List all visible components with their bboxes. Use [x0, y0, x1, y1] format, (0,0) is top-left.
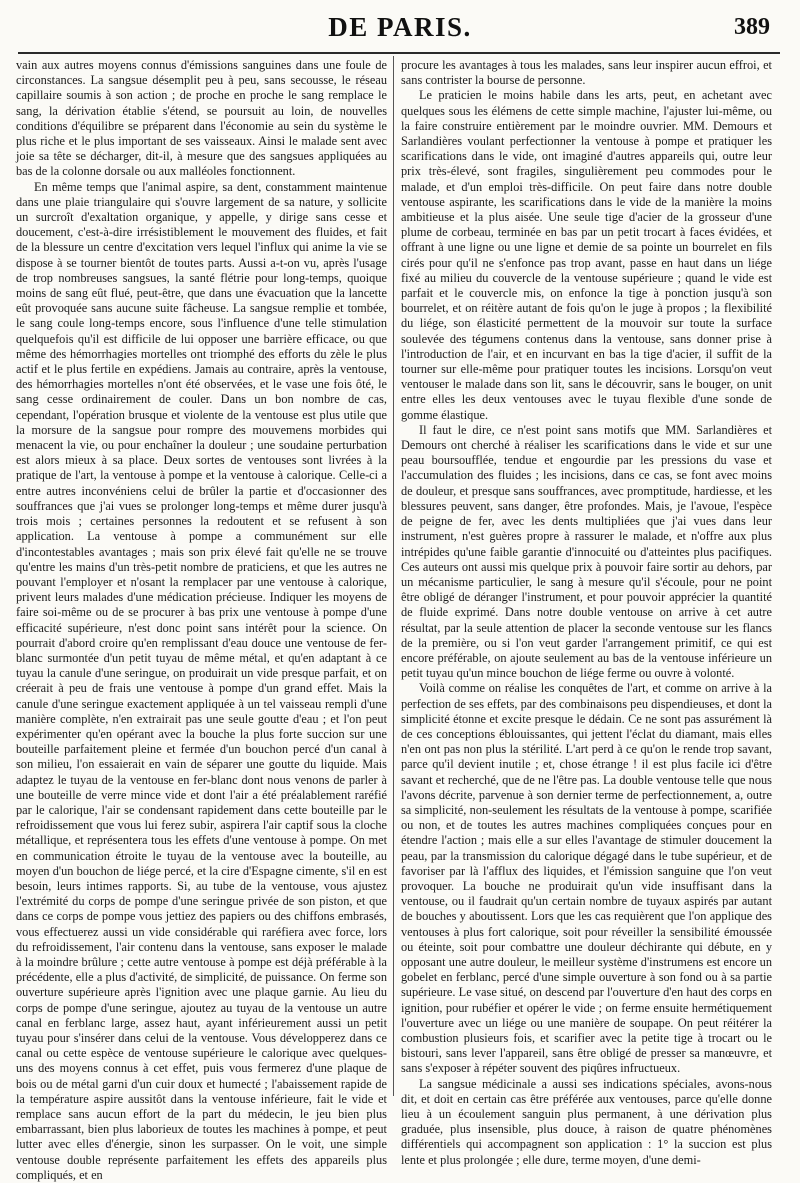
left-column	[16, 58, 387, 1182]
paragraph: procure les avantages à tous les malades, sans leur inspirer aucun effroi, et sans contrister la bourse de personne.	[401, 58, 772, 88]
page-header	[0, 0, 800, 52]
running-title: DE PARIS.	[328, 12, 472, 42]
paragraph: Le praticien le moins habile dans les arts, peut, en achetant avec quelques sous les élémens de cette simple machine, l'ajuster lui-même, ou la faire construire entièrement par le moindre ouvrier. MM. Demours et Sarlandières voulant perfectionner la ventouse à pompe et pratiquer les scarifications dans le vide, ont imaginé d'autres appareils qui, outre leur prix très-élevé, sont fragiles, singulièrement peu commodes pour le malade, et d'un emploi très-difficile. On peut faire dans notre double ventouse aspirante, les scarifications dans le vide de la manière la moins ambitieuse et la plus aisée. Une seule tige d'acier de la grosseur d'une plume de corbeau, terminée en bas par un petit trocart à faces évidées, et offrant à une ligne ou une ligne et demie de sa pointe un bourrelet en fils cirés pour qu'il ne s'enfonce pas trop avant, passe en haut dans un liége fixé au milieu du couvercle de la ventouse supérieure ; quand le vide est parfait et le couvercle mis, on enfonce la tige à ponction jusqu'à son bourrelet, et on réitère autant de fois qu'on le juge à propos ; la flexibilité du liége, son élasticité permettent de la mouvoir sur toute la surface soulevée des tégumens contenus dans la ventouse, sans donner prise à l'introduction de l'air, et en incurvant en bas la tige d'acier, il suffit de la tourner sur elle-même pour pratiquer toutes les incisions. Lorsqu'on veut ventouser le malade dans son lit, sans le découvrir, sans le bouger, on unit entre elles les deux ventouses avec le tuyau flexible d'une sonde de gomme élastique.	[401, 88, 772, 422]
column-divider	[393, 56, 394, 1096]
right-column	[401, 58, 772, 1167]
paragraph: En même temps que l'animal aspire, sa dent, constamment maintenue dans une plaie triangulaire qui s'ouvre largement de sa nature, y sollicite un surcroît d'exaltation organique, y appelle, y dirige sans cesse et doucement, c'est-à-dire irrésistiblement le mouvement des fluides, et fait de la blessure un centre d'excitation vers lequel l'influx qui anime la vie se dispose à se tourner bientôt de toutes parts. Aussi a-t-on vu, après l'usage de trop nombreuses sangsues, la santé flétrie pour long-temps, quoique moins de sang eût flué, peut-être, que dans une évacuation que la lancette eût provoquée sans aucune suite fâcheuse. La sangsue remplie et tombée, le sang coule long-temps encore, sous l'influence d'une telle stimulation quelquefois qu'il est difficile de lui opposer une barrière efficace, ou que même des hémorrhagies mortelles ont triomphé des efforts du zèle le plus actif et le plus fertile en expédiens. Jamais au contraire, après la ventouse, des hémorrhagies mortelles n'ont été observées, et le vase une fois ôté, le sang cesse ordinairement de couler. Dans un bon nombre de cas, cependant, l'opération brusque et violente de la ventouse est plus utile que la morsure de la sangsue pour rompre des mouvemens morbides qui menacent la vie, ou pour enchaîner la douleur ; une soudaine perturbation est alors mieux à sa place. Deux sortes de ventouses sont livrées à la pratique de l'art, la ventouse à pompe et la ventouse à calorique. Celle-ci a entre autres inconvéniens celui de brûler la partie et d'occasionner des souffrances que j'ai vues se prolonger long-temps et même durer jusqu'à trois mois ; certaines personnes la redoutent et se refusent à son application. La ventouse à pompe a communément sur elle d'incontestables avantages ; mais son prix élevé fait qu'elle ne se trouve qu'entre les mains d'un très-petit nombre de praticiens, et que les autres ne pouvant l'employer et n'osant la remplacer par une ventouse à calorique, privent leurs malades d'une médication précieuse. Indiquer les moyens de faire soi-même ou de se procurer à bas prix une ventouse à pompe d'une efficacité supérieure, n'est donc point sans intérêt pour la science. On pourrait d'abord croire qu'en remplissant d'eau douce une ventouse de fer-blanc surmontée d'un petit tuyau de même métal, et qu'en adaptant à ce tuyau la canule d'une seringue, on produirait un vide presque parfait, et on créerait à peu de frais une ventouse à pompe d'un grand effet. Mais la canule d'une seringue exactement appliquée à un tel vaisseau rempli d'une manière complète, n'en extrairait pas une seule goutte d'eau ; et l'on peut expérimenter qu'en opérant avec la bouche la plus forte succion sur une bouteille parfaitement pleine et fermée d'un bouchon percé d'un canal à son milieu, l'on essaierait en vain de séparer une goutte du liquide. Mais adaptez le tuyau de la ventouse en fer-blanc dont nous venons de parler à une bouteille de verre mince vide et dont l'air a été préalablement raréfié par le calorique, l'air se condensant rapidement dans cette bouteille par le refroidissement que vous lui ferez subir, aspirera l'air captif sous la cloche métallique, et représentera tous les effets d'une ventouse à pompe. On met en communication étroite le tuyau de la ventouse avec la bouteille, au moyen d'un bouchon de liége percé, et la cire d'Espagne cimente, s'il en est besoin, leurs intimes rapports. Si, au tube de la ventouse, vous ajustez l'extrémité du corps de pompe d'une seringue privée de son piston, et que dans ce corps de pompe vous jettiez des papiers ou des chiffons embrasés, vous effectuerez aussi un vide considérable qui raréfiera avec force, lors du refroidissement, l'air contenu dans la ventouse, sans exposer le malade à la moindre brûlure ; cette autre ventouse à pompe est déjà préférable à la précédente, elle a plus d'activité, de simplicité, de puissance. On ferme son ouverture supérieure après l'ignition avec une plaque garnie. Au lieu du corps de pompe d'une seringue, ajoutez au tuyau de la ventouse un autre canal en ferblanc large, assez haut, ayant inférieurement aussi un petit tuyau pour s'insérer dans celui de la ventouse. Vous développerez dans ce canal ou cette espèce de ventouse supérieure le calorique avec quelques-uns des moyens connus à cet effet, puis vous fermerez d'une plaque de bois ou de métal garni d'un cuir doux et humecté ; l'abaissement rapide de la température aspire aussitôt dans la ventouse inférieure, fait le vide et remplace sans aucun effort de la part du médecin, le jeu bien plus embarrassant, bien plus laborieux de toutes les machines à pompe, et peut lutter avec elles d'énergie, sinon les surpasser. On le voit, une simple ventouse double représente parfaitement les effets des appareils plus compliqués, et en	[16, 179, 387, 1182]
header-rule	[18, 52, 780, 54]
paragraph: Il faut le dire, ce n'est point sans motifs que MM. Sarlandières et Demours ont cherché à réaliser les scarifications dans le vide et sur une peau boursoufflée, tendue et engourdie par les pressions du vase et l'accumulation des fluides ; les incisions, dans ce cas, se font avec moins de douleur, et presque sans souffrances, avec promptitude, hardiesse, et les blessures peuvent, sans danger, être profondes. Mais, je l'avoue, l'espèce de peigne de fer, avec les dents multipliées que j'ai vues dans leur instrument, n'est guères propre à rassurer le malade, et n'offre aux plus intrépides qu'une faible garantie d'innocuité ou d'atteintes plus pacifiques. Ces auteurs ont aussi mis quelque prix à pouvoir faire sortir au dehors, par un mécanisme particulier, le sang à mesure qu'il s'écoule, pour ne point être obligé de déranger l'instrument, et pour pouvoir apprécier la quantité de fluide exprimé. Dans notre double ventouse on arrive à cet autre résultat, par la seule attention de placer la seconde ventouse sur les flancs de la première, ou si l'on veut garder l'arrangement primitif, ce qui est encore préférable, on ajoute seulement au bas de la ventouse inférieure un petit tuyau qu'un mince bouchon de liége ferme ou ouvre à volonté.	[401, 422, 772, 681]
paragraph: La sangsue médicinale a aussi ses indications spéciales, avons-nous dit, et doit en certain cas être préférée aux ventouses, parce qu'elle donne lieu à un écoulement sanguin plus permanent, à une dérivation plus graduée, plus insensible, plus douce, à raison de quatre phénomènes différentiels qui accompagnent son application : 1° la succion est plus lente et plus prolongée ; elle dure, terme moyen, d'une demi-	[401, 1076, 772, 1167]
page-number: 389	[734, 14, 770, 40]
paragraph: Voilà comme on réalise les conquêtes de l'art, et comme on arrive à la perfection de ses effets, par des combinaisons peu dispendieuses, et dont la simplicité étonne et excite presque le dédain. Ce ne sont pas assurément là de ces conceptions éblouissantes, qui jettent l'éclat du diamant, mais elles n'en ont pas non plus la stérilité. L'art perd à ce qu'on le rende trop savant, parce qu'il devient inutile ; et, chose étrange ! il est plus facile ici d'être savant et recherché, que de ne l'être pas. La double ventouse telle que nous l'avons décrite, parvenue à son dernier terme de perfectionnement, a, outre sa simplicité, non-seulement les résultats de la ventouse à pompe, scarifiée ou non, et de toutes les autres machines compliquées conçues pour en étendre l'action ; mais elle a sur elles l'avantage de stimuler doucement la peau, par la transmission du calorique dégagé dans le tube supérieur, et de favoriser par là l'afflux des liquides, et l'émission sanguine que l'on veut provoquer. La bouche ne produirait qu'un vide insuffisant dans la ventouse, ou il faudrait qu'un certain nombre de tuyaux aspirés par autant de bouches y aboutissent. Lors que les cas requièrent que l'on applique des ventouses à plus fort calorique, soit pour réveiller la sensibilité émoussée ou éteinte, soit pour combattre une douleur déchirante qui débute, en y opposant une autre douleur, le meilleur système d'instrumens est encore un gobelet en ferblanc, percé d'une simple ouverture à son fond ou à sa partie supérieure. Le vase situé, on descend par l'ouverture d'en haut des corps en ignition, pour rubéfier et opérer le vide ; on ferme ensuite hermétiquement l'ouverture avec un liége ou une manière de soupape. On peut réitérer la combustion plusieurs fois, et scarifier avec la petite tige à trocart ou le bistouri, sans lever l'appareil, sans être obligé de presser sa manœuvre, et sans s'exposer à répéter souvent des piqûres infructueux.	[401, 681, 772, 1076]
paragraph: vain aux autres moyens connus d'émissions sanguines dans une foule de circonstances. La sangsue désemplit peu à peu, sans secousse, le réseau capillaire soumis à son action ; de proche en proche le sang remplace le sang, la dérivation établie s'étend, se poursuit au loin, de nouvelles conditions d'équilibre se préparent dans l'économie au sein du système le plus riche et le plus important de ses vaisseaux. Ainsi le malade sent avec joie sa tête se décharger, dit-il, à mesure que des sangsues appliquées au bas de la colonne dorsale ou aux malléoles fonctionnent.	[16, 58, 387, 179]
